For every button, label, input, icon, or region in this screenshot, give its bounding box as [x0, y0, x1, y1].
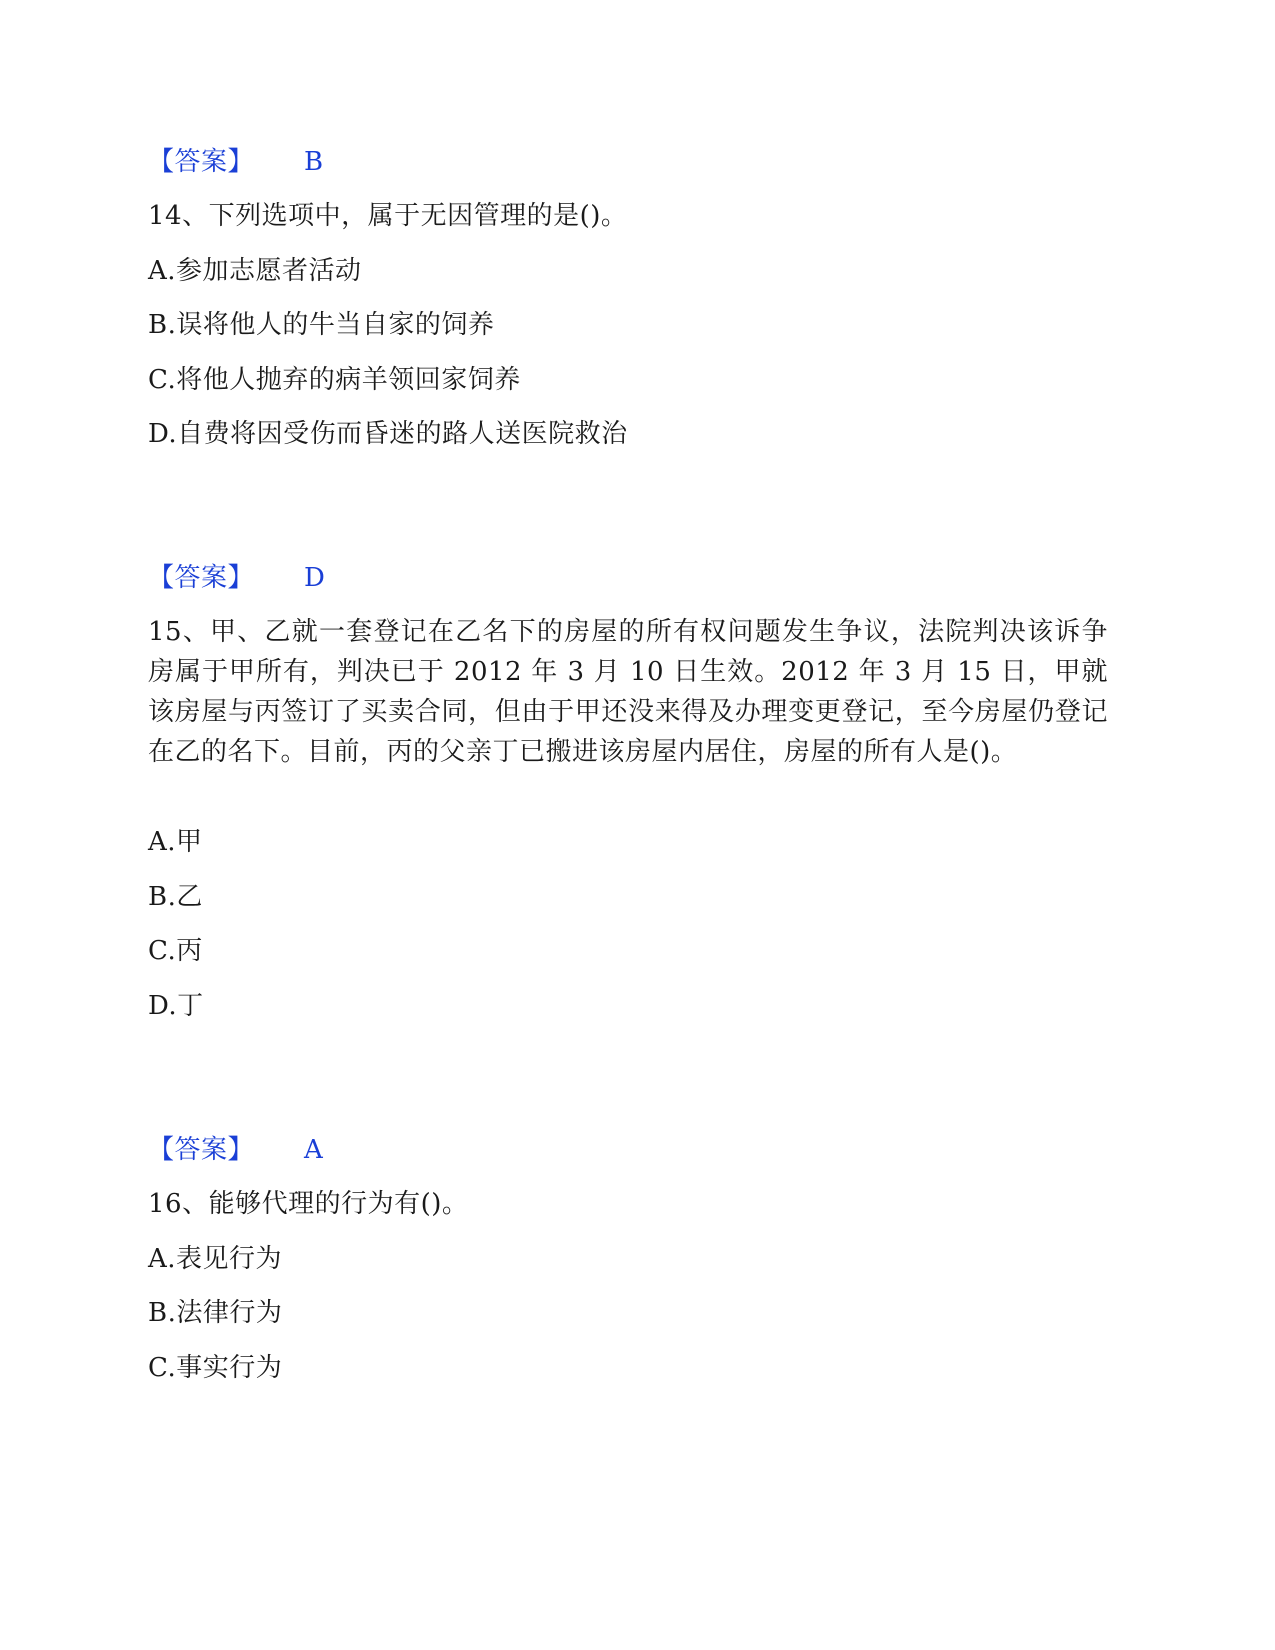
answer-label: 【答案】 [148, 147, 255, 177]
question-15-option-a: A.甲 [148, 827, 203, 857]
question-16-option-a: A.表见行为 [148, 1244, 283, 1274]
question-16-option-c: C.事实行为 [148, 1353, 283, 1383]
answer-letter: D [304, 563, 326, 593]
question-15-option-d: D.丁 [148, 991, 204, 1021]
question-15-option-c: C.丙 [148, 936, 203, 966]
answer-line-q14 [148, 562, 325, 594]
question-14-stem: 14、下列选项中，属于无因管理的是()。 [148, 201, 628, 231]
answer-line-q15 [148, 1134, 323, 1166]
question-14-option-b: B.误将他人的牛当自家的饲养 [148, 310, 495, 340]
answer-label: 【答案】 [148, 563, 255, 593]
question-15-stem: 15、甲、乙就一套登记在乙名下的房屋的所有权问题发生争议，法院判决该诉争房属于甲所有，判决已于 2012 年 3 月 10 日生效。2012 年 3 月 15 日，甲就该房屋与丙签订了买卖合同，但由于甲还没来得及办理变更登记，至今房屋仍登记在乙的名下。目前，丙的父亲丁已搬进该房屋内居住，房屋的所有人是()。 [148, 617, 1108, 767]
question-16-stem: 16、能够代理的行为有()。 [148, 1189, 469, 1219]
question-16-option-b: B.法律行为 [148, 1298, 283, 1328]
question-14-option-d: D.自费将因受伤而昏迷的路人送医院救治 [148, 419, 628, 449]
answer-label: 【答案】 [148, 1135, 255, 1165]
question-15-option-b: B.乙 [148, 882, 203, 912]
question-14-option-c: C.将他人抛弃的病羊领回家饲养 [148, 365, 521, 395]
answer-letter: A [304, 1135, 324, 1165]
answer-letter: B [304, 147, 324, 177]
answer-line-q13 [148, 146, 324, 178]
question-14-option-a: A.参加志愿者活动 [148, 256, 362, 286]
